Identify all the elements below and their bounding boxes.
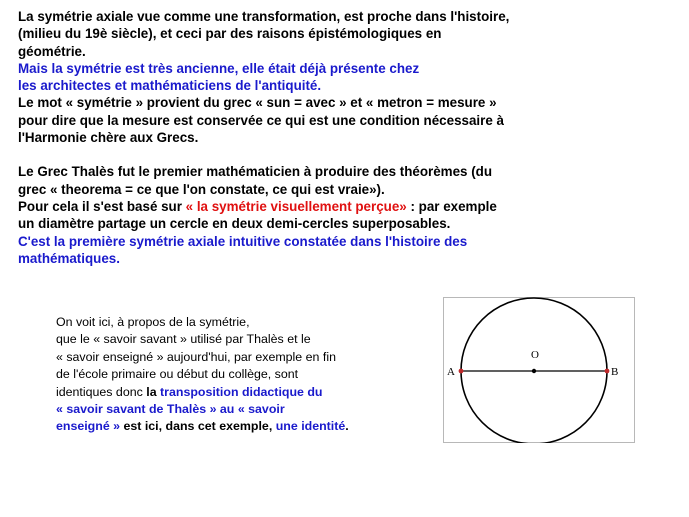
text-segment: Pour cela il s'est basé sur [18, 198, 186, 214]
text-line: « savoir savant de Thalès » au « savoir [56, 402, 285, 417]
text-line: géométrie. [18, 43, 86, 59]
point-b [605, 369, 610, 374]
paragraph-visual-symmetry [18, 198, 683, 233]
paragraph-history [18, 8, 683, 60]
text-line: l'Harmonie chère aux Grecs. [18, 130, 199, 146]
text-segment: transposition didactique du [160, 384, 323, 399]
figure-svg [443, 297, 635, 443]
paragraph-antiquity [18, 60, 683, 95]
paragraph-etymology [18, 94, 683, 146]
text-segment: identiques donc [56, 384, 147, 399]
text-line: Le mot « symétrie » provient du grec « sun = avec » et « metron = mesure » [18, 95, 497, 111]
text-line: un diamètre partage un cercle en deux demi-cercles superposables. [18, 216, 451, 232]
text-segment: . [345, 419, 349, 434]
label-b: B [611, 366, 619, 378]
text-segment: une identité [275, 419, 346, 434]
text-line: grec « theorema = ce que l'on constate, ce qui est vraie»). [18, 181, 385, 197]
text-segment: est ici, [123, 419, 166, 434]
text-line: Le Grec Thalès fut le premier mathématicien à produire des théorèmes (du [18, 164, 493, 180]
text-line [56, 384, 436, 401]
label-o: O [531, 349, 539, 361]
text-line: C'est la première symétrie axiale intuitive constatée dans l'histoire des [18, 233, 468, 249]
text-segment: la [146, 384, 161, 399]
circle-diameter-figure [443, 297, 635, 443]
point-a [459, 369, 464, 374]
center-point [532, 369, 536, 373]
text-line: de l'école primaire ou début du collège, sont [56, 367, 299, 382]
paragraph-first-symmetry [18, 233, 683, 268]
text-line [56, 418, 436, 435]
main-text-block [18, 8, 683, 267]
text-line: mathématiques. [18, 250, 120, 266]
text-line: que le « savoir savant » utilisé par Thalès et le [56, 332, 311, 347]
label-a: A [447, 366, 455, 378]
text-segment: : par exemple [410, 198, 497, 214]
text-line: La symétrie axiale vue comme une transformation, est proche dans l'histoire, [18, 9, 510, 24]
text-line: On voit ici, à propos de la symétrie, [56, 315, 250, 329]
highlighted-phrase: « la symétrie visuellement perçue» [185, 198, 411, 214]
text-line: Mais la symétrie est très ancienne, elle était déjà présente chez [18, 60, 420, 76]
text-segment: dans cet exemple, [165, 419, 276, 434]
text-line: « savoir enseigné » aujourd'hui, par exemple en fin [56, 349, 336, 364]
text-line: les architectes et mathématiciens de l'antiquité. [18, 78, 322, 94]
transposition-text-block [56, 314, 436, 436]
paragraph-thales [18, 163, 683, 198]
text-line: (milieu du 19è siècle), et ceci par des raisons épistémologiques en [18, 26, 442, 42]
text-line: pour dire que la mesure est conservée ce qui est une condition nécessaire à [18, 112, 504, 128]
paragraph-gap [18, 146, 683, 163]
text-segment: enseigné » [56, 419, 124, 434]
